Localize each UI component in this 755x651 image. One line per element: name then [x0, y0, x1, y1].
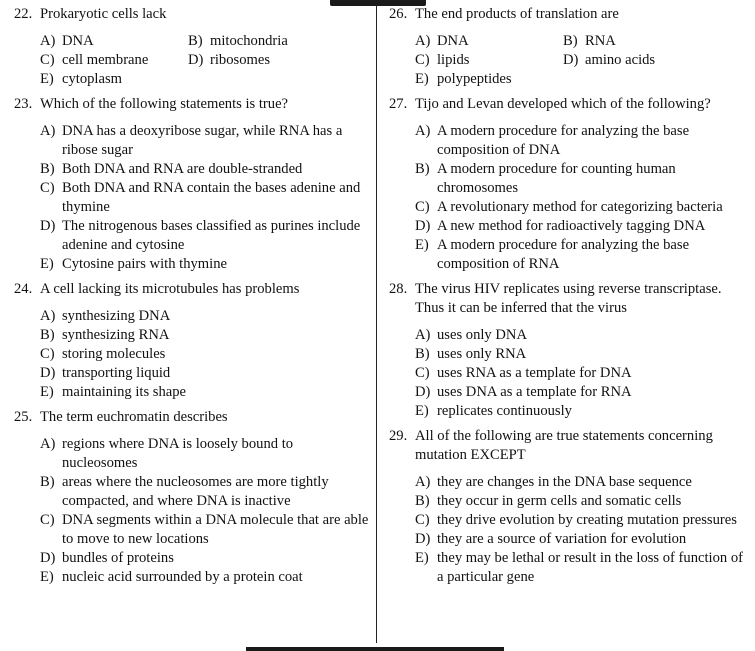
option-letter: D) [415, 384, 431, 400]
option-letter: E) [415, 403, 429, 419]
option-letter: B) [415, 161, 430, 177]
option-text: storing molecules [62, 346, 166, 362]
option-text: uses only RNA [437, 346, 527, 362]
option-text: ribosomes [210, 52, 270, 68]
option-e [415, 402, 751, 421]
answer-options [389, 473, 751, 587]
right-column [389, 5, 751, 587]
option-letter: C) [40, 346, 55, 362]
option-text: cytoplasm [62, 71, 122, 87]
left-column [14, 5, 370, 587]
question-29 [389, 427, 751, 587]
option-c [415, 364, 751, 383]
option-text: regions where DNA is loosely bound to nucleosomes [62, 436, 294, 471]
option-text: they drive evolution by creating mutation pressures [437, 512, 737, 528]
option-letter: C) [40, 52, 55, 68]
question-text: Tijo and Levan developed which of the following? [415, 96, 711, 112]
option-text: nucleic acid surrounded by a protein coat [62, 569, 303, 585]
option-e [415, 70, 563, 89]
option-letter: A) [415, 474, 431, 490]
question-text: The term euchromatin describes [40, 409, 228, 425]
option-letter: E) [40, 384, 54, 400]
option-text: they occur in germ cells and somatic cells [437, 493, 682, 509]
question-28 [389, 280, 751, 421]
option-text: A modern procedure for counting human chromosomes [437, 161, 676, 196]
option-letter: D) [415, 531, 431, 547]
option-d [40, 217, 370, 255]
option-b [415, 345, 751, 364]
option-letter: C) [415, 199, 430, 215]
bottom-scroll-indicator [246, 647, 504, 651]
option-d [40, 549, 370, 568]
option-c [40, 511, 370, 549]
option-text: transporting liquid [62, 365, 171, 381]
question-number: 28. [389, 281, 408, 297]
option-c [40, 179, 370, 217]
option-letter: D) [563, 52, 579, 68]
option-b [40, 160, 370, 179]
option-text: lipids [437, 52, 470, 68]
option-c [415, 198, 751, 217]
option-text: they are a source of variation for evolution [437, 531, 687, 547]
option-text: uses RNA as a template for DNA [437, 365, 632, 381]
option-letter: A) [40, 33, 56, 49]
option-letter: A) [40, 308, 56, 324]
option-a [415, 32, 563, 51]
option-b [40, 326, 370, 345]
option-text: A new method for radioactively tagging DNA [437, 218, 706, 234]
answer-options [389, 32, 751, 89]
option-letter: A) [415, 327, 431, 343]
option-text: areas where the nucleosomes are more tightly compacted, and where DNA is inactive [62, 474, 329, 509]
option-letter: B) [40, 161, 55, 177]
question-22 [14, 5, 370, 89]
option-d [188, 51, 336, 70]
option-text: The nitrogenous bases classified as purines include adenine and cytosine [62, 218, 361, 253]
option-text: bundles of proteins [62, 550, 174, 566]
option-a [40, 307, 370, 326]
option-text: replicates continuously [437, 403, 572, 419]
option-text: A modern procedure for analyzing the base composition of RNA [437, 237, 690, 272]
option-letter: B) [188, 33, 203, 49]
option-text: RNA [585, 33, 616, 49]
option-letter: A) [40, 123, 56, 139]
option-text: A revolutionary method for categorizing bacteria [437, 199, 723, 215]
answer-options [14, 122, 370, 274]
option-letter: A) [40, 436, 56, 452]
option-text: uses only DNA [437, 327, 527, 343]
question-number: 25. [14, 409, 33, 425]
option-letter: C) [40, 512, 55, 528]
question-text: Prokaryotic cells lack [40, 6, 167, 22]
answer-options [389, 122, 751, 274]
option-text: amino acids [585, 52, 656, 68]
option-e [40, 383, 370, 402]
option-letter: B) [415, 493, 430, 509]
option-letter: D) [40, 365, 56, 381]
option-letter: D) [40, 550, 56, 566]
option-b [188, 32, 336, 51]
option-letter: C) [415, 52, 430, 68]
option-letter: E) [415, 71, 429, 87]
question-number: 24. [14, 281, 33, 297]
option-text: polypeptides [437, 71, 512, 87]
option-a [40, 32, 188, 51]
option-letter: A) [415, 33, 431, 49]
option-letter: E) [415, 237, 429, 253]
question-25 [14, 408, 370, 587]
option-text: synthesizing RNA [62, 327, 170, 343]
question-text: The end products of translation are [415, 6, 619, 22]
option-letter: D) [188, 52, 204, 68]
option-text: DNA has a deoxyribose sugar, while RNA has a ribose sugar [62, 123, 343, 158]
option-letter: B) [415, 346, 430, 362]
option-e [40, 255, 370, 274]
option-e [415, 549, 751, 587]
option-text: Both DNA and RNA are double-stranded [62, 161, 303, 177]
option-text: Both DNA and RNA contain the bases adenine and thymine [62, 180, 361, 215]
option-a [415, 473, 751, 492]
option-text: Cytosine pairs with thymine [62, 256, 227, 272]
option-text: they may be lethal or result in the loss of function of a particular gene [437, 550, 743, 585]
answer-options [389, 326, 751, 421]
option-letter: B) [40, 474, 55, 490]
question-number: 22. [14, 6, 33, 22]
option-d [563, 51, 711, 70]
option-a [415, 122, 751, 160]
option-letter: B) [40, 327, 55, 343]
option-b [415, 160, 751, 198]
question-text: Which of the following statements is true? [40, 96, 289, 112]
option-letter: E) [40, 256, 54, 272]
option-c [415, 51, 563, 70]
question-number: 29. [389, 428, 408, 444]
question-27 [389, 95, 751, 274]
option-text: A modern procedure for analyzing the base composition of DNA [437, 123, 690, 158]
option-a [40, 122, 370, 160]
question-text: All of the following are true statements concerning mutation EXCEPT [415, 428, 713, 463]
answer-options [14, 435, 370, 587]
question-24 [14, 280, 370, 402]
option-text: maintaining its shape [62, 384, 187, 400]
option-text: mitochondria [210, 33, 288, 49]
option-text: DNA segments within a DNA molecule that are able to move to new locations [62, 512, 369, 547]
option-e [40, 568, 370, 587]
column-divider [376, 6, 377, 643]
option-text: synthesizing DNA [62, 308, 171, 324]
option-c [415, 511, 751, 530]
question-text: A cell lacking its microtubules has problems [40, 281, 300, 297]
option-b [563, 32, 711, 51]
option-letter: E) [415, 550, 429, 566]
option-letter: D) [415, 218, 431, 234]
option-b [415, 492, 751, 511]
option-letter: B) [563, 33, 578, 49]
option-letter: C) [415, 365, 430, 381]
option-a [415, 326, 751, 345]
question-number: 26. [389, 6, 408, 22]
option-letter: E) [40, 71, 54, 87]
question-26 [389, 5, 751, 89]
option-d [40, 364, 370, 383]
option-letter: D) [40, 218, 56, 234]
option-a [40, 435, 370, 473]
option-text: DNA [62, 33, 94, 49]
question-number: 23. [14, 96, 33, 112]
option-d [415, 217, 751, 236]
option-letter: C) [40, 180, 55, 196]
option-text: DNA [437, 33, 469, 49]
option-text: uses DNA as a template for RNA [437, 384, 632, 400]
option-b [40, 473, 370, 511]
option-letter: A) [415, 123, 431, 139]
option-e [415, 236, 751, 274]
option-letter: C) [415, 512, 430, 528]
question-text: The virus HIV replicates using reverse transcriptase. Thus it can be inferred that the virus [415, 281, 722, 316]
option-text: they are changes in the DNA base sequence [437, 474, 692, 490]
option-text: cell membrane [62, 52, 149, 68]
option-letter: E) [40, 569, 54, 585]
option-e [40, 70, 188, 89]
option-d [415, 383, 751, 402]
option-c [40, 345, 370, 364]
question-number: 27. [389, 96, 408, 112]
answer-options [14, 307, 370, 402]
answer-options [14, 32, 370, 89]
option-c [40, 51, 188, 70]
question-23 [14, 95, 370, 274]
option-d [415, 530, 751, 549]
